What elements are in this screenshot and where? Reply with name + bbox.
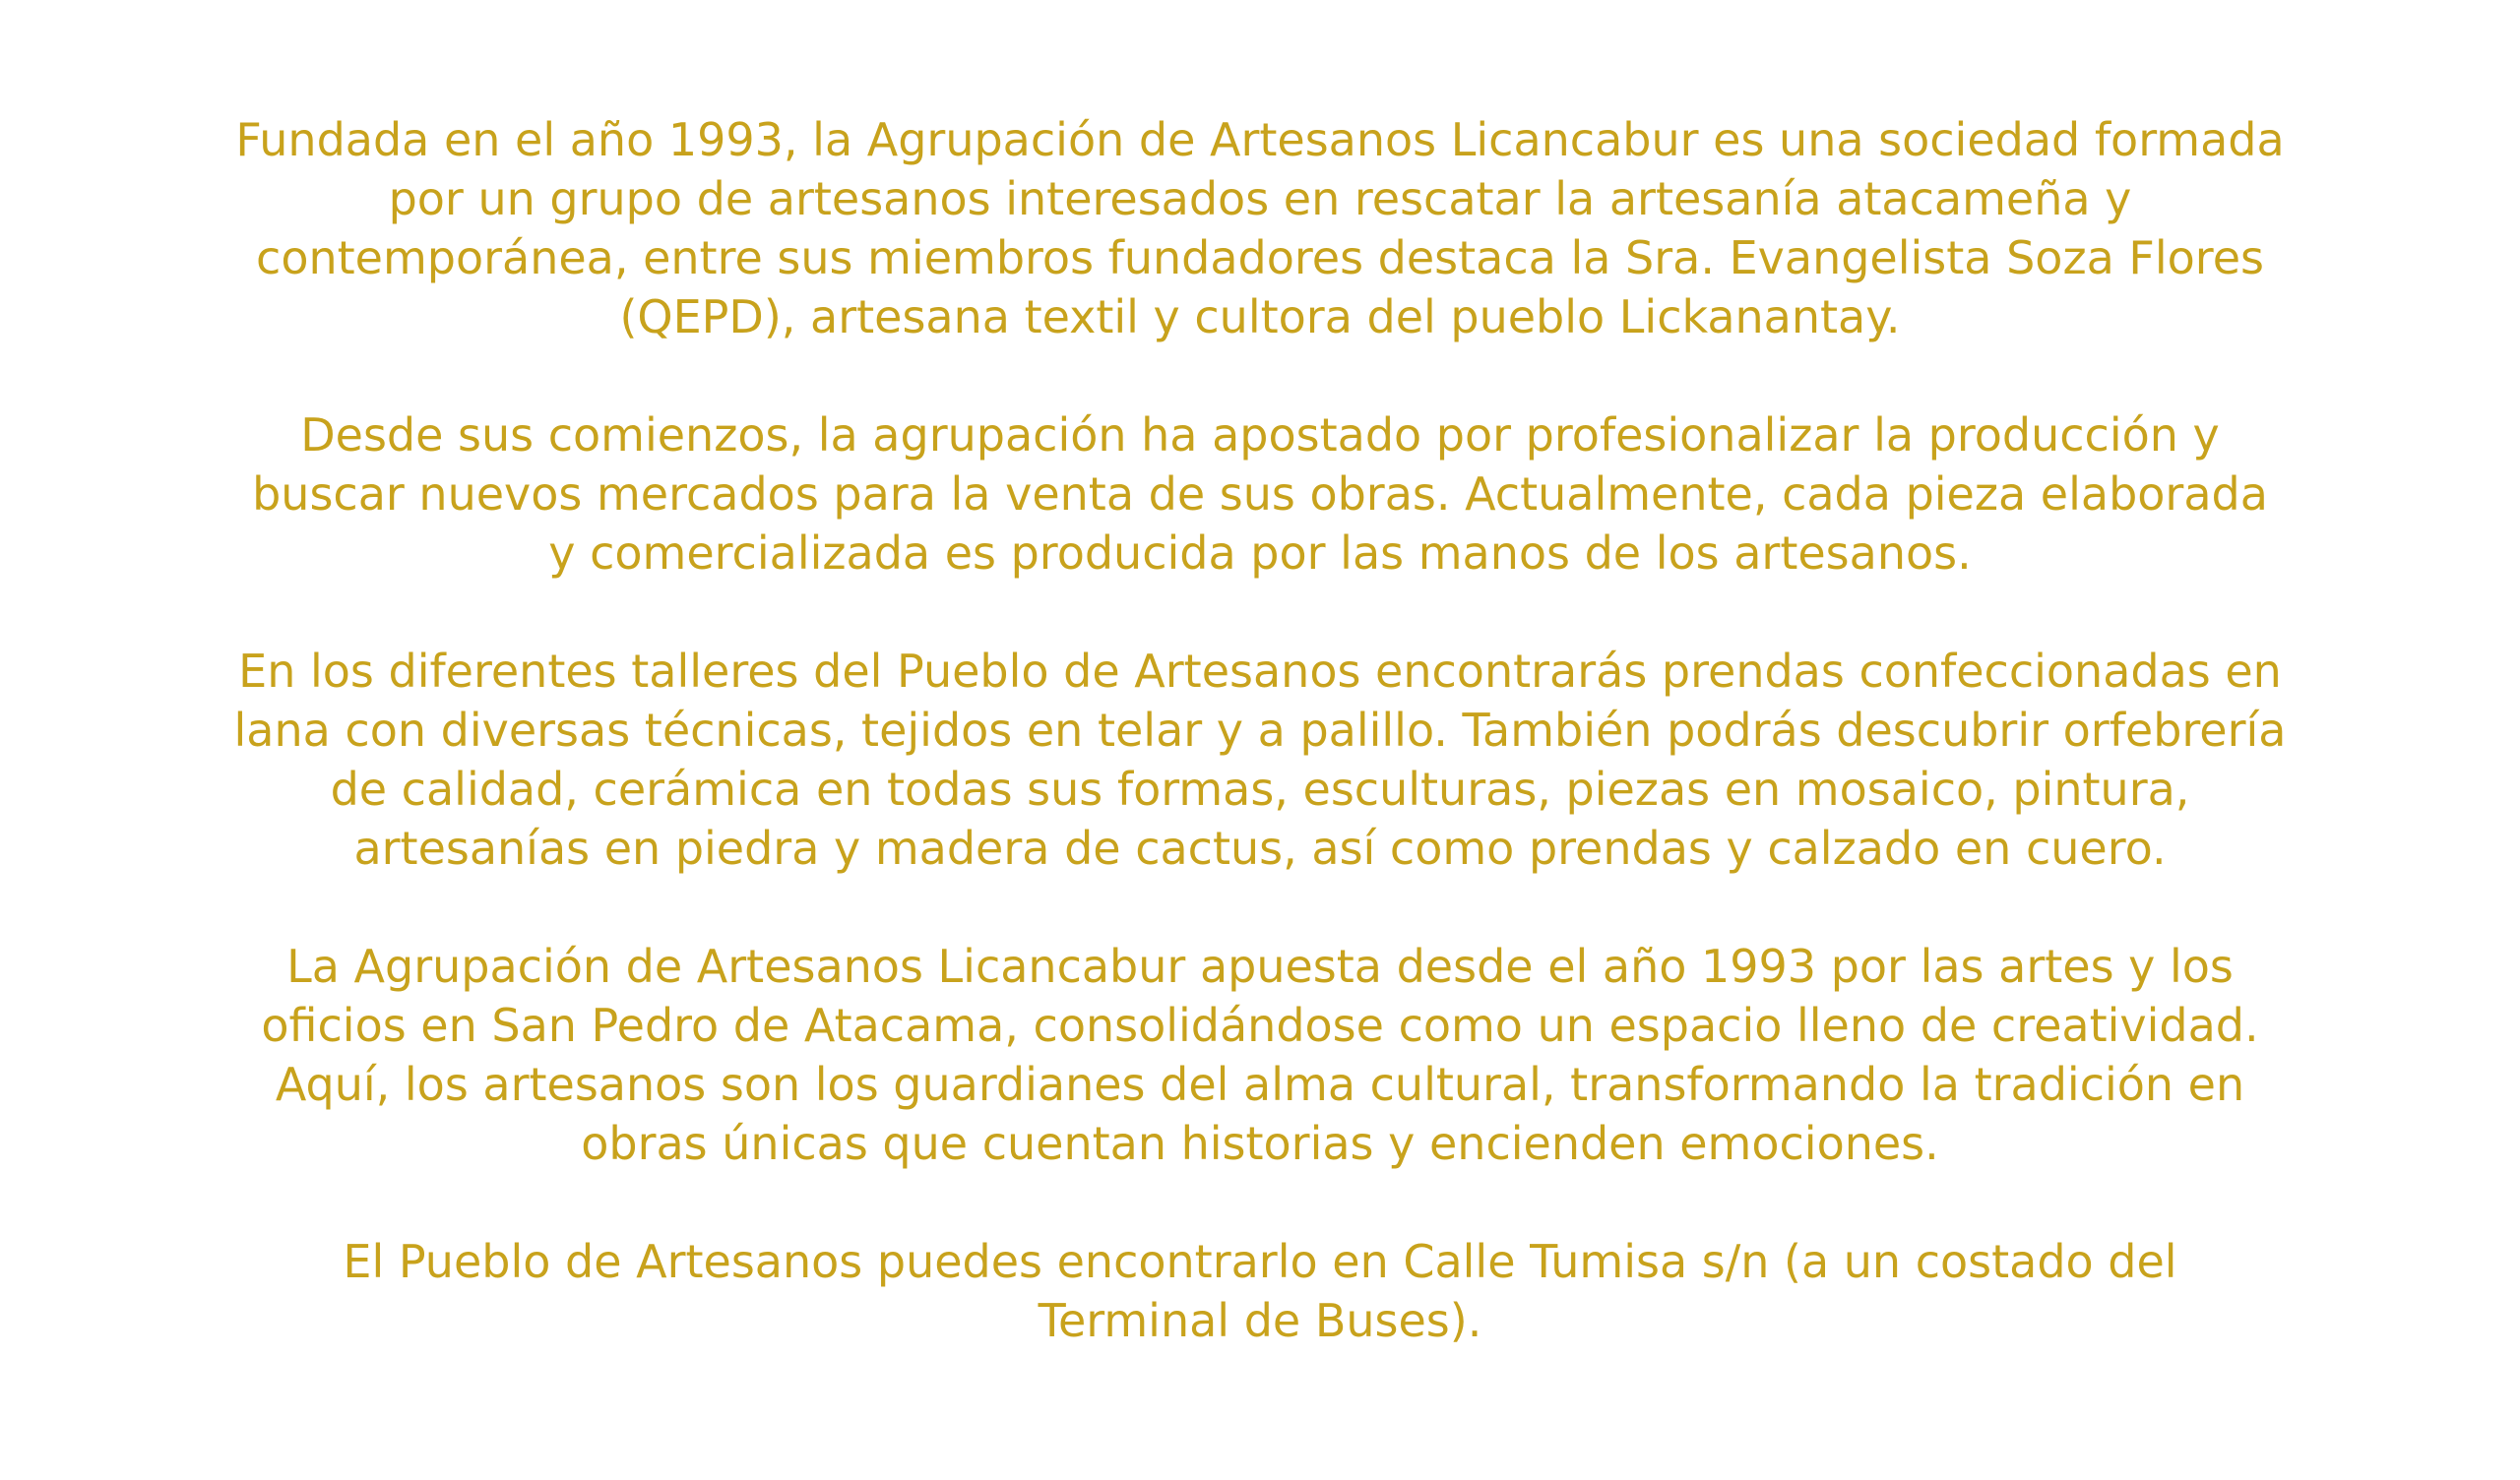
text-line: de calidad, cerámica en todas sus formas, esculturas, piezas en mosaico, pintura, <box>330 763 2190 816</box>
text-line: buscar nuevos mercados para la venta de sus obras. Actualmente, cada pieza elaborada <box>252 467 2268 521</box>
text-line: La Agrupación de Artesanos Licancabur apuesta desde el año 1993 por las artes y los <box>286 940 2234 993</box>
text-line: y comercializada es producida por las manos de los artesanos. <box>548 526 1972 580</box>
text-line: Aquí, los artesanos son los guardianes del alma cultural, transformando la tradición en <box>275 1058 2245 1111</box>
paragraph-history <box>128 110 2392 346</box>
paragraph-location <box>128 1232 2392 1350</box>
text-line: Fundada en el año 1993, la Agrupación de Artesanos Licancabur es una sociedad formada <box>235 113 2285 166</box>
text-line: lana con diversas técnicas, tejidos en telar y a palillo. También podrás descubrir orfebrería <box>233 704 2287 757</box>
paragraph-mission <box>128 937 2392 1173</box>
text-line: por un grupo de artesanos interesados en rescatar la artesanía atacameña y <box>388 172 2132 225</box>
text-line: En los diferentes talleres del Pueblo de Artesanos encontrarás prendas confeccionadas en <box>238 645 2282 698</box>
text-line: El Pueblo de Artesanos puedes encontrarlo en Calle Tumisa s/n (a un costado del <box>343 1235 2177 1288</box>
text-line: artesanías en piedra y madera de cactus, así como prendas y calzado en cuero. <box>353 822 2167 875</box>
text-line: contemporánea, entre sus miembros fundadores destaca la Sra. Evangelista Soza Flores <box>256 231 2264 284</box>
text-line: oficios en San Pedro de Atacama, consolidándose como un espacio lleno de creatividad. <box>261 999 2259 1052</box>
text-line: Terminal de Buses). <box>1038 1294 1482 1347</box>
text-line: obras únicas que cuentan historias y encienden emociones. <box>581 1117 1939 1170</box>
paragraph-beginnings <box>128 405 2392 583</box>
text-line: (QEPD), artesana textil y cultora del pueblo Lickanantay. <box>619 290 1901 343</box>
paragraph-workshops <box>128 642 2392 878</box>
text-line: Desde sus comienzos, la agrupación ha apostado por profesionalizar la producción y <box>300 408 2220 462</box>
about-text-block <box>128 110 2392 1350</box>
